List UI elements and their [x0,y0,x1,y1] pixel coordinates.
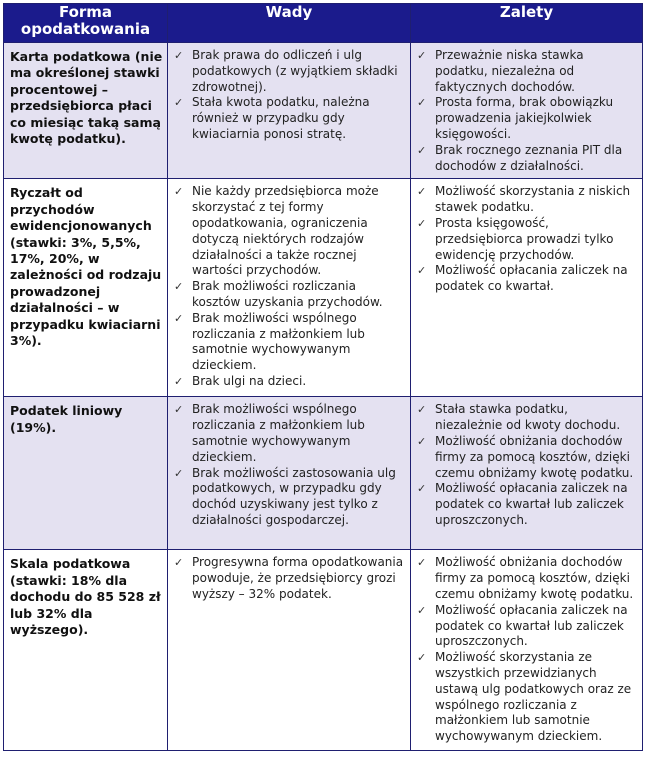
list-item [415,603,636,650]
advantages-list [411,550,642,749]
table-row [4,397,643,550]
list-item [415,434,636,481]
list-item-text: Możliwość obniżania dochodów firmy za pomocą kosztów, dzięki czemu obniżamy kwotę podatku. [435,555,634,601]
list-item [415,216,636,263]
checkmark-icon: ✓ [174,466,184,480]
list-item-text: Brak możliwości wspólnego rozliczania z małżonkiem lub samotnie wychowywanym dzieckiem. [192,310,365,373]
checkmark-icon: ✓ [417,264,427,278]
disadvantages-list [168,179,410,393]
list-item-text: Możliwość opłacania zaliczek na podatek co kwartał lub zaliczek uproszczonych. [435,602,628,649]
disadvantages-list [168,550,410,606]
list-item-text: Nie każdy przedsiębiorca może skorzystać z tej formy opodatkowania, ograniczenia dotyczą niektórych rodzajów działalności a także rocznej wartości przychodów. [192,184,379,278]
form-label: Skala podatkowa (stawki: 18% dla dochodu do 85 528 zł lub 32% dla wyższego). [10,556,161,637]
list-item-text: Możliwość opłacania zaliczek na podatek co kwartał lub zaliczek uproszczonych. [435,481,628,527]
checkmark-icon: ✓ [417,403,427,417]
checkmark-icon: ✓ [417,603,427,617]
checkmark-icon: ✓ [417,434,427,448]
disadvantages-cell [168,550,411,751]
checkmark-icon: ✓ [417,143,427,157]
checkmark-icon: ✓ [174,96,184,110]
checkmark-icon: ✓ [417,651,427,665]
form-label: Karta podatkowa (nie ma określonej stawki procentowej – przedsiębiorca płaci co miesiąc taką samą kwotę podatku). [10,49,163,147]
advantages-cell [411,43,643,179]
form-label: Ryczałt od przychodów ewidencjonowanych (stawki: 3%, 5,5%, 17%, 20%, w zależności od rodzaju prowadzonej działalności – w przypadku kwiaciarni 3%). [10,185,162,349]
checkmark-icon: ✓ [417,96,427,110]
table-row [4,43,643,179]
list-item [172,95,404,142]
list-item-text: Brak rocznego zeznania PIT dla dochodów z działalności. [435,142,623,173]
checkmark-icon: ✓ [417,49,427,62]
checkmark-icon: ✓ [174,280,184,294]
header-form: Forma opodatkowania [4,4,168,43]
advantages-list [411,179,642,299]
list-item [172,279,404,311]
list-item [172,374,404,390]
list-item [415,555,636,602]
list-item-text: Możliwość obniżania dochodów firmy za pomocą kosztów, dzięki czemu obniżamy kwotę podatku. [435,433,634,480]
list-item-text: Brak możliwości rozliczania kosztów uzyskania przychodów. [192,279,383,309]
checkmark-icon: ✓ [174,403,184,417]
disadvantages-list [168,43,410,147]
form-cell [4,550,168,751]
list-item [172,402,404,465]
disadvantages-list [168,397,410,532]
list-item-text: Prosta księgowość, przedsiębiorca prowadzi tylko ewidencję przychodów. [435,215,614,262]
list-item [415,650,636,745]
list-item-text: Stała kwota podatku, należna również w przypadku gdy kwiaciarnia ponosi stratę. [192,95,370,141]
list-item [172,311,404,374]
list-item-text: Możliwość skorzystania z niskich stawek podatku. [435,184,631,215]
form-cell [4,179,168,397]
disadvantages-cell [168,43,411,179]
checkmark-icon: ✓ [417,482,427,496]
list-item-text: Możliwość opłacania zaliczek na podatek co kwartał. [435,263,628,294]
list-item [172,48,404,95]
list-item-text: Progresywna forma opodatkowania powoduje, że przedsiębiorcy grozi wyższy – 32% podatek. [192,555,404,601]
form-cell [4,397,168,550]
checkmark-icon: ✓ [174,556,184,570]
checkmark-icon: ✓ [174,374,184,388]
list-item [172,466,404,529]
list-item-text: Możliwość skorzystania ze wszystkich przewidzianych ustawą ulg podatkowych oraz ze wspólnego rozliczania z małżonkiem lub samotnie wychowywanym dzieckiem. [435,650,632,744]
advantages-cell [411,397,643,550]
list-item [415,95,636,142]
list-item [172,184,404,279]
advantages-cell [411,550,643,751]
list-item-text: Brak ulgi na dzieci. [192,373,307,388]
tax-comparison-table [3,3,643,751]
list-item-text: Przeważnie niska stawka podatku, niezależna od faktycznych dochodów. [435,48,584,94]
list-item-text: Brak możliwości zastosowania ulg podatkowych, w przypadku gdy dochód uzyskiwany jest tylko z działalności gospodarczej. [192,465,396,527]
list-item-text: Stała stawka podatku, niezależnie od kwoty dochodu. [435,402,621,433]
checkmark-icon: ✓ [417,185,427,199]
list-item [415,481,636,528]
list-item-text: Prosta forma, brak obowiązku prowadzenia jakiejkolwiek księgowości. [435,95,614,141]
form-label: Podatek liniowy (19%). [10,403,123,435]
form-cell [4,43,168,179]
table-header-row [4,4,643,43]
table-row [4,550,643,751]
list-item-text: Brak prawa do odliczeń i ulg podatkowych (z wyjątkiem składki zdrowotnej). [192,48,398,94]
list-item [415,143,636,175]
list-item-text: Brak możliwości wspólnego rozliczania z małżonkiem lub samotnie wychowywanym dzieckiem. [192,402,365,464]
table-row [4,179,643,397]
list-item [415,184,636,216]
header-advantages: Zalety [411,4,643,43]
list-item [172,555,404,602]
checkmark-icon: ✓ [174,311,184,325]
checkmark-icon: ✓ [174,49,184,62]
checkmark-icon: ✓ [174,185,184,199]
advantages-cell [411,179,643,397]
advantages-list [411,397,642,532]
disadvantages-cell [168,179,411,397]
header-disadvantages: Wady [168,4,411,43]
list-item [415,402,636,434]
disadvantages-cell [168,397,411,550]
list-item [415,263,636,295]
advantages-list [411,43,642,178]
list-item [415,48,636,95]
checkmark-icon: ✓ [417,216,427,230]
checkmark-icon: ✓ [417,556,427,570]
